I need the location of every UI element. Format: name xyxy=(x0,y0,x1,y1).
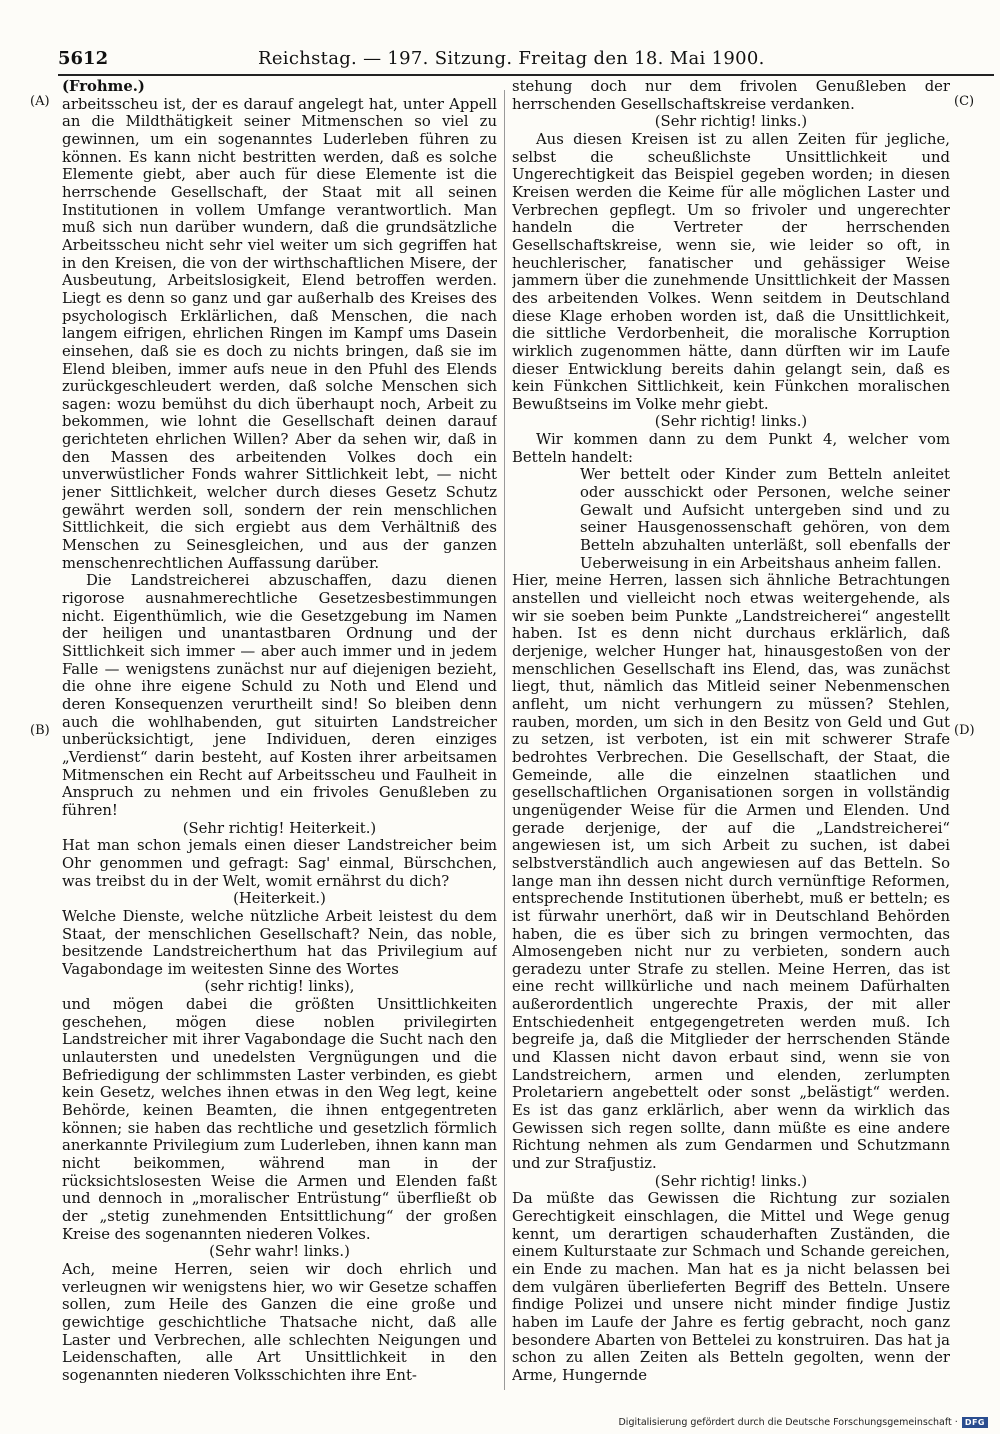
paragraph: Aus diesen Kreisen ist zu allen Zeiten für jegliche, selbst die scheußlichste Unsittlichkeit und Ungerechtigkeit das Beispiel gegeben worden; in diesen Kreisen werden die Keime für alle möglichen Laster und Verbrechen gepflegt. Um so frivoler und ungerechter handeln die Vertreter der herrschenden Gesellschaftskreise, wenn sie, wie leider so oft, in heuchlerischer, fanatischer und gehässiger Weise jammern über die zunehmende Unsittlichkeit der Massen des arbeitenden Volkes. Wenn seitdem in Deutschland diese Klage erhoben worden ist, daß die Unsittlichkeit, die sittliche Verdorbenheit, die moralische Korruption wirklich zugenommen hätte, dann dürften wir im Laufe dieser Entwicklung bereits dahin gelangt sein, daß es kein Fünkchen Sittlichkeit, kein Fünkchen moralischen Bewußtseins im Volke mehr giebt. xyxy=(512,130,950,413)
interjection: (Sehr richtig! links.) xyxy=(654,113,808,131)
paragraph: Hat man schon jemals einen dieser Landstreicher beim Ohr genommen und gefragt: Sag' einmal, Bürschchen, was treibst du in der Welt, womit ernährst du dich? xyxy=(62,837,497,890)
dfg-logo: DFG xyxy=(962,1417,988,1428)
paragraph: Hier, meine Herren, lassen sich ähnliche Betrachtungen anstellen und vielleicht noch etwas weitergehende, als wir sie soeben beim Punkte „Landstreicherei“ angestellt haben. Ist es denn nicht durchaus erklärlich, daß derjenige, welcher Hunger hat, hinausgestoßen von der menschlichen Gesellschaft ins Elend, das, was zunächst liegt, thut, nämlich das Mitleid seiner Nebenmenschen anfleht, um nicht verhungern zu müssen? Stehlen, rauben, morden, um sich in den Besitz von Geld und Gut zu setzen, ist verboten, ist ein mit schwerer Strafe bedrohtes Verbrechen. Die Gesellschaft, der Staat, die Gemeinde, alle die einzelnen staatlichen und gesellschaftlichen Organisationen sorgen in vollständig ungenügender Weise für die Armen und Elenden. Und gerade derjenige, der auf die „Landstreicherei“ angewiesen ist, um sich Arbeit zu suchen, ist dabei selbstverständlich auch angewiesen auf das Betteln. So lange man ihn dessen nicht durch vernünftige Reformen, entsprechende Institutionen überhebt, muß er betteln; es ist fürwahr unerhört, daß wir in Deutschland Behörden haben, die es über sich zu bringen vermochten, das Almosengeben nicht nur zu verbieten, sondern auch geradezu unter Strafe zu stellen. Meine Herren, das ist eine recht willkürliche und nach meinem Dafürhalten außerordentlich ungerechte Praxis, der mit aller Entschiedenheit entgegengetreten werden muß. Ich begreife ja, daß die Mitglieder der herrschenden Stände und Klassen nicht davon erbaut sind, wenn sie von Landstreichern, armen und elenden, zerlumpten Proletariern angebettelt oder sonst „belästigt“ werden. Es ist das ganz erklärlich, aber wenn da wirklich das Gewissen sich regen sollte, dann müßte es eine andere Richtung nehmen als zum Gendarmen und Schutzmann und zur Strafjustiz. xyxy=(512,572,950,1173)
margin-label-a: (A) xyxy=(30,94,50,109)
margin-label-b: (B) xyxy=(30,723,50,738)
interjection: (Sehr richtig! links.) xyxy=(654,413,808,431)
paragraph: und mögen dabei die größten Unsittlichkeiten geschehen, mögen diese noblen privilegirten Landstreicher mit ihrer Vagabondage die Sucht nach den unlautersten und unedelsten Vergnügungen und die Befriedigung der schlimmsten Laster verbinden, es giebt kein Gesetz, welches ihnen etwas in den Weg legt, keine Behörde, keinen Beamten, die ihnen entgegentreten können; sie haben das rechtliche und gesetzlich förmlich anerkannte Privilegium zum Luderleben, ihnen kann man nicht beikommen, während man in der rücksichtslosesten Weise die Armen und Elenden faßt und dennoch in „moralischer Entrüstung“ überfließt ob der „stetig zunehmenden Entsittlichung“ der großen Kreise des sogenannten niederen Volkes. xyxy=(62,996,497,1243)
interjection: (Sehr richtig! Heiterkeit.) xyxy=(182,819,377,837)
right-column xyxy=(512,78,950,1388)
paragraph: Da müßte das Gewissen die Richtung zur sozialen Gerechtigkeit einschlagen, die Mittel und Wege genug kennt, um derartigen schauderhaften Zuständen, die einem Kulturstaate zur Schmach und Schande gereichen, ein Ende zu machen. Man hat es ja nicht belassen bei dem vulgären überlieferten Begriff des Betteln. Unsere findige Polizei und unsere nicht minder findige Justiz haben im Laufe der Jahre es fertig gebracht, noch ganz besondere Abarten von Bettelei zu konstruiren. Das hat ja schon zu allen Zeiten als Betteln gegolten, wenn der Arme, Hungernde xyxy=(512,1190,950,1384)
page-header xyxy=(58,44,994,74)
credit-text: Digitalisierung gefördert durch die Deutsche Forschungsgemeinschaft · xyxy=(618,1417,958,1428)
margin-label-c: (C) xyxy=(954,94,975,109)
left-column xyxy=(62,78,497,1388)
paragraph: Welche Dienste, welche nützliche Arbeit leistest du dem Staat, der menschlichen Gesellschaft? Nein, das noble, besitzende Landstreicherthum hat das Privilegium auf Vagabondage im weitesten Sinne des Wortes xyxy=(62,907,497,978)
interjection: (Heiterkeit.) xyxy=(233,890,326,908)
speaker-name: (Frohme.) xyxy=(62,78,145,95)
running-title: Reichstag. — 197. Sitzung. Freitag den 18. Mai 1900. xyxy=(258,48,765,69)
margin-label-d: (D) xyxy=(954,723,975,738)
page-number: 5612 xyxy=(58,48,109,69)
interjection: (Sehr richtig! links.) xyxy=(654,1172,808,1190)
paragraph: Wir kommen dann zu dem Punkt 4, welcher vom Betteln handelt: xyxy=(512,431,950,466)
interjection: (sehr richtig! links), xyxy=(204,978,355,996)
digitization-credit xyxy=(618,1417,988,1428)
paragraph: arbeitsscheu ist, der es darauf angelegt hat, unter Appell an die Mildthätigkeit seiner Mitmenschen so viel zu gewinnen, um ein sogenanntes Luderleben führen zu können. Es kann nicht bestritten werden, daß es solche Elemente giebt, aber auch für diese Elemente ist die herrschende Gesellschaft, der Staat mit all seinen Institutionen in vollem Umfange verantwortlich. Man muß sich nun darüber wundern, daß die grundsätzliche Arbeitsscheu nicht sehr viel weiter um sich gegriffen hat in den Kreisen, die von der wirthschaftlichen Misere, der Ausbeutung, Arbeitslosigkeit, Elend betroffen werden. Liegt es denn so ganz und gar außerhalb des Kreises des psychologisch Erklärlichen, daß Menschen, die nach langem eifrigen, ehrlichen Ringen im Kampf ums Dasein einsehen, daß sie es doch zu nichts bringen, daß sie im Elend bleiben, immer aufs neue in den Pfuhl des Elends zurückgeschleudert werden, daß solche Menschen sich sagen: wozu bemühst du dich überhaupt noch, Arbeit zu bekommen, wie lohnt die Gesellschaft deinen darauf gerichteten ehrlichen Willen? Aber da sehen wir, daß in den Massen des arbeitenden Volkes doch ein unverwüstlicher Fonds wahrer Sittlichkeit lebt, — nicht jener Sittlichkeit, welcher durch dieses Gesetz Schutz gewährt werden soll, sondern der rein menschlichen Sittlichkeit, die sich ergiebt aus dem Verhältniß des Menschen zu Seinesgleichen, und aus der ganzen menschenrechtlichen Auffassung darüber. xyxy=(62,95,497,572)
paragraph: Die Landstreicherei abzuschaffen, dazu dienen rigorose ausnahmerechtliche Gesetzesbestimmungen nicht. Eigenthümlich, wie die Gesetzgebung im Namen der heiligen und unantastbaren Ordnung und der Sittlichkeit sich immer — aber auch immer und in jedem Falle — wenigstens zunächst nur auf diejenigen bezieht, die ohne ihre eigene Schuld zu Noth und Elend und deren Konsequenzen verurtheilt sind! So bleiben denn auch die wohlhabenden, gut situirten Landstreicher unberücksichtigt, jene Individuen, deren einziges „Verdienst“ darin besteht, auf Kosten ihrer arbeitsamen Mitmenschen ein Recht auf Arbeitsscheu und Faulheit in Anspruch zu nehmen und ein frivoles Genußleben zu führen! xyxy=(62,572,497,819)
header-rule xyxy=(58,74,994,76)
column-divider xyxy=(504,90,505,1390)
paragraph: stehung doch nur dem frivolen Genußleben der herrschenden Gesellschaftskreise verdanken. xyxy=(512,78,950,113)
interjection: (Sehr wahr! links.) xyxy=(209,1243,350,1261)
paragraph: Ach, meine Herren, seien wir doch ehrlich und verleugnen wir wenigstens hier, wo wir Gesetze schaffen sollen, zum Heile des Ganzen die eine große und gewichtige geschichtliche Thatsache nicht, daß alle Laster und Verbrechen, alle schlechten Neigungen und Leidenschaften, alle Art Unsittlichkeit in den sogenannten niederen Volksschichten ihre Ent- xyxy=(62,1260,497,1384)
quoted-provision: Wer bettelt oder Kinder zum Betteln anleitet oder ausschickt oder Personen, welche seiner Gewalt und Aufsicht untergeben sind und zu seiner Hausgenossenschaft gehören, von dem Betteln abzuhalten unterläßt, soll ebenfalls der Ueberweisung in ein Arbeitshaus anheim fallen. xyxy=(580,466,950,572)
